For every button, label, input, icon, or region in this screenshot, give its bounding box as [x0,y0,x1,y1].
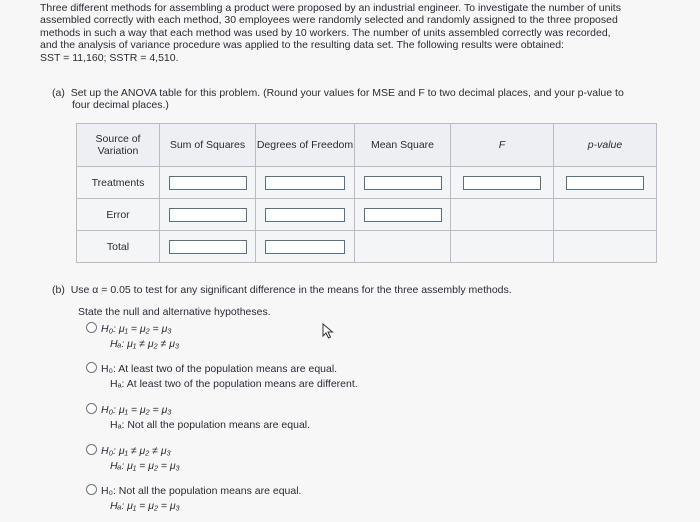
total-ss-input[interactable] [169,240,247,254]
table-row-error [77,199,657,231]
treatments-ms-input[interactable] [364,176,442,190]
option-ha: Hₐ: μ₁ = μ₂ = μ₃ [110,459,180,472]
hypothesis-option-5[interactable] [86,484,301,513]
hypothesis-option-3[interactable] [86,403,310,432]
option-ha: Hₐ: μ₁ = μ₂ = μ₃ [110,499,180,512]
option-h0: H₀: μ₁ ≠ μ₂ ≠ μ₃ [101,445,171,457]
p-value-input[interactable] [566,176,644,190]
total-df-input[interactable] [265,240,345,254]
header-f: F [451,124,554,167]
hypothesis-option-2[interactable] [86,362,358,391]
empty-cell [554,231,657,263]
error-ss-input[interactable] [169,208,247,222]
treatments-ss-input[interactable] [169,176,247,190]
mouse-cursor-icon [322,323,334,339]
option-ha: Hₐ: At least two of the population means are different. [110,377,358,390]
part-a-text: Set up the ANOVA table for this problem. (Round your values for MSE and F to two decimal places, and your p-value to [70,87,624,99]
anova-header-row [77,124,657,167]
treatments-df-input[interactable] [265,176,345,190]
anova-table [76,123,657,263]
radio-button[interactable] [86,362,97,373]
option-h0: H₀: μ₁ = μ₂ = μ₃ [101,404,172,416]
header-degrees-of-freedom: Degrees of Freedom [256,124,355,167]
header-source: Source of Variation [77,124,160,167]
row-label-treatments: Treatments [77,167,160,199]
hypothesis-option-4[interactable] [86,444,180,473]
part-b-prompt [52,284,692,296]
part-a-text-cont: four decimal places.) [72,99,169,112]
empty-cell [554,199,657,231]
radio-button[interactable] [86,444,97,455]
error-df-input[interactable] [265,208,345,222]
empty-cell [355,231,451,263]
intro-line: assembled correctly with each method, 30 employees were randomly selected and randomly assigned to the three proposed [40,14,618,27]
intro-line: and the analysis of variance procedure was applied to the resulting data set. The following results were obtained: [40,39,564,52]
empty-cell [451,231,554,263]
radio-button[interactable] [86,322,97,333]
option-h0: H₀: μ₁ = μ₂ = μ₃ [101,323,172,335]
error-ms-input[interactable] [364,208,442,222]
table-row-treatments [77,167,657,199]
part-a-prompt [52,87,692,112]
row-label-total: Total [77,231,160,263]
part-a-label: (a) [52,87,65,99]
intro-line: methods in such a way that each method was used by 10 workers. The number of units assembled correctly was recorded, [40,26,611,39]
option-ha: Hₐ: Not all the population means are equal. [110,418,311,431]
option-h0: H₀: Not all the population means are equal. [101,485,302,497]
empty-cell [451,199,554,231]
header-mean-square: Mean Square [355,124,451,167]
problem-intro [40,2,690,64]
state-hypotheses-prompt: State the null and alternative hypotheses. [78,306,271,318]
hypothesis-option-1[interactable] [86,322,179,351]
part-b-text: Use α = 0.05 to test for any significant difference in the means for the three assembly methods. [70,284,512,296]
header-sum-of-squares: Sum of Squares [160,124,256,167]
intro-line: Three different methods for assembling a product were proposed by an industrial engineer. To investigate the number of units [40,2,621,14]
f-input[interactable] [463,176,541,190]
part-b-label: (b) [52,284,65,296]
option-h0: H₀: At least two of the population means are equal. [101,363,338,375]
option-ha: Hₐ: μ₁ ≠ μ₂ ≠ μ₃ [110,337,180,350]
radio-button[interactable] [86,403,97,414]
given-values: SST = 11,160; SSTR = 4,510. [40,51,179,64]
table-row-total [77,231,657,263]
header-p-value: p-value [554,124,657,167]
row-label-error: Error [77,199,160,231]
radio-button[interactable] [86,484,97,495]
